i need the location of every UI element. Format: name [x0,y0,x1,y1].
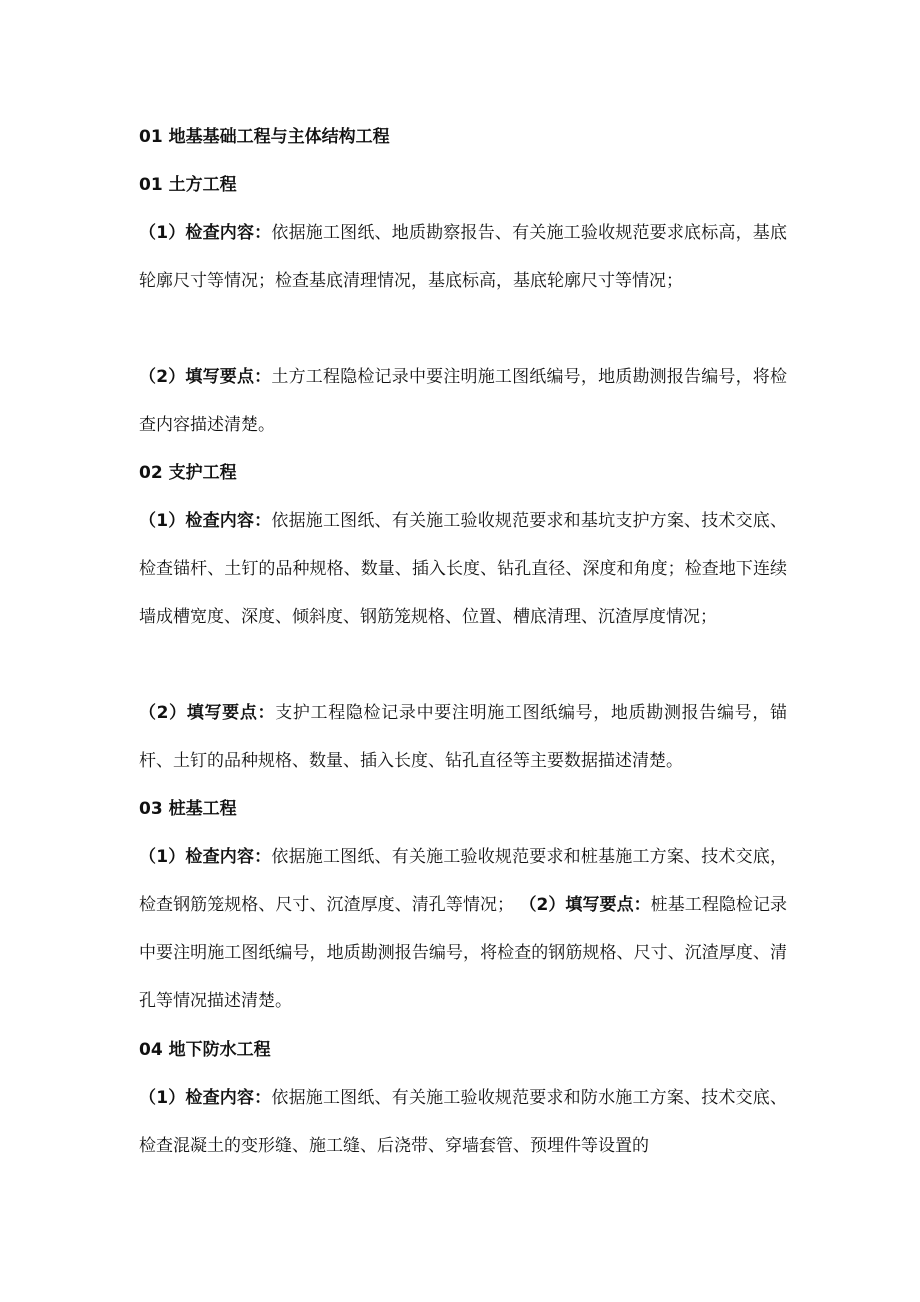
fill-label: （2）填写要点： [519,895,651,915]
section-heading-pile: 03 桩基工程 [139,799,237,819]
document-title: 01 地基基础工程与主体结构工程 [139,127,390,147]
section-heading-waterproof: 04 地下防水工程 [139,1040,271,1060]
fill-label: （2）填写要点： [139,367,272,387]
section-earthwork-check [139,209,787,305]
fill-text: 支护工程隐检记录中要注明施工图纸编号，地质勘测报告编号，锚杆、土钉的品种规格、数量、插入长度、钻孔直径等主要数据描述清楚。 [139,703,787,771]
check-label: （1）检查内容： [139,1088,272,1108]
check-text: 依据施工图纸、有关施工验收规范要求和防水施工方案、技术交底、检查混凝土的变形缝、施工缝、后浇带、穿墙套管、预埋件等设置的 [139,1088,787,1156]
section-support-check [139,497,787,641]
check-text: 依据施工图纸、地质勘察报告、有关施工验收规范要求底标高，基底轮廓尺寸等情况；检查基底清理情况，基底标高，基底轮廓尺寸等情况； [139,223,787,291]
check-text: 依据施工图纸、有关施工验收规范要求和基坑支护方案、技术交底、检查锚杆、土钉的品种规格、数量、插入长度、钻孔直径、深度和角度；检查地下连续墙成槽宽度、深度、倾斜度、钢筋笼规格、位置、槽底清理、沉渣厚度情况； [139,511,787,627]
fill-text: 土方工程隐检记录中要注明施工图纸编号，地质勘测报告编号，将检查内容描述清楚。 [139,367,787,435]
section-earthwork-fill [139,353,787,449]
section-pile-body [139,833,787,1025]
section-heading-earthwork: 01 土方工程 [139,175,237,195]
check-text: 依据施工图纸、有关施工验收规范要求和桩基施工方案、技术交底，检查钢筋笼规格、尺寸、沉渣厚度、清孔等情况； [139,847,787,915]
check-label: （1）检查内容： [139,223,272,243]
section-support-fill [139,689,787,785]
section-heading-support: 02 支护工程 [139,463,237,483]
fill-label: （2）填写要点： [139,703,276,723]
check-label: （1）检查内容： [139,847,272,867]
section-waterproof-check [139,1074,787,1170]
fill-text: 桩基工程隐检记录中要注明施工图纸编号，地质勘测报告编号，将检查的钢筋规格、尺寸、沉渣厚度、清孔等情况描述清楚。 [139,895,788,1011]
check-label: （1）检查内容： [139,511,272,531]
